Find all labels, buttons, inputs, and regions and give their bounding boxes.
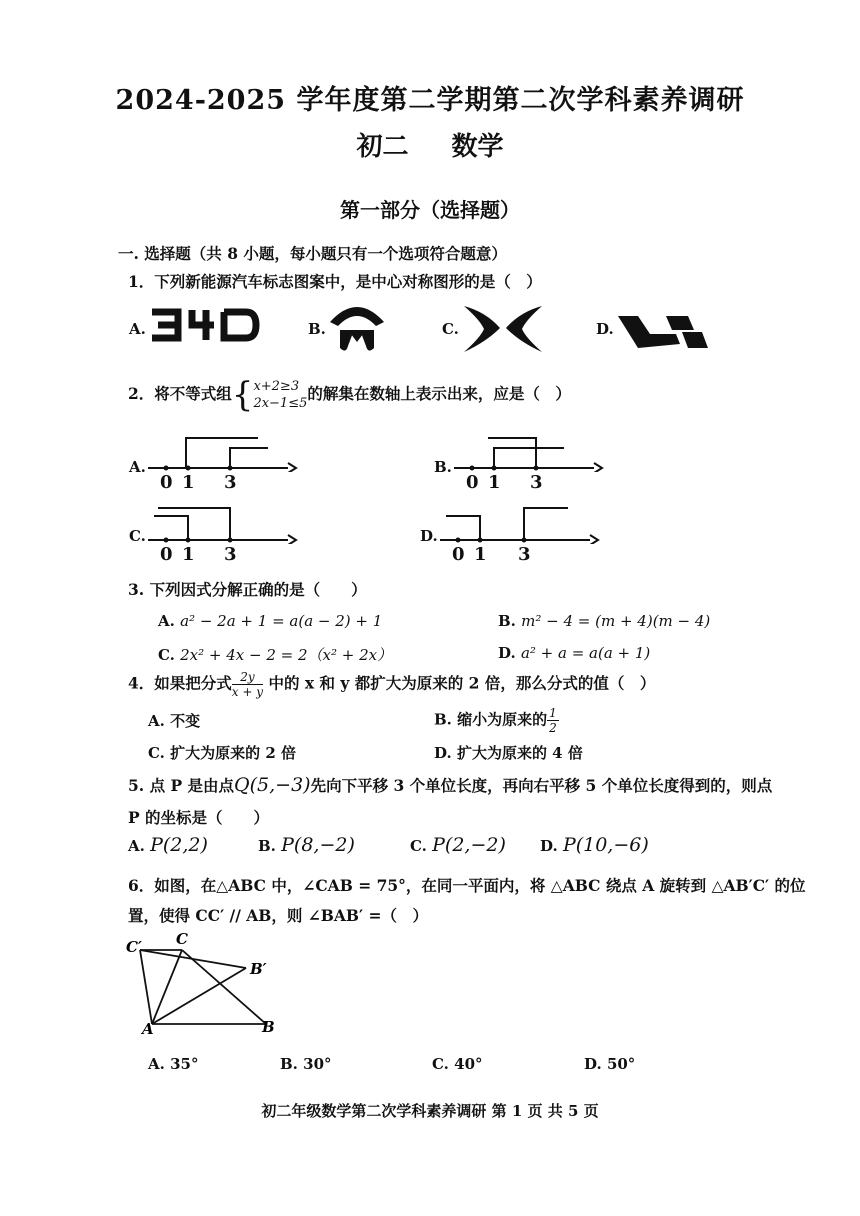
inequality-system [253, 378, 307, 412]
q2b-tick-1: 1 [488, 472, 501, 493]
question-5-line-1 [128, 774, 772, 796]
q5-option-c-value: P(2,−2) [432, 834, 506, 856]
q2-number-line-d [440, 502, 600, 544]
xpeng-logo-icon [460, 302, 546, 356]
q5-option-d-value: P(10,−6) [562, 834, 649, 856]
q6-option-d-label: D. [584, 1055, 602, 1073]
part-title: 第一部分（选择题） [340, 198, 520, 222]
q4-fraction [232, 670, 263, 699]
q6-option-b[interactable] [280, 1055, 332, 1073]
q4-frac-num: 2y [232, 670, 263, 685]
grade-label: 初二 [356, 132, 409, 162]
rotation-triangle-figure [124, 928, 284, 1040]
q6-option-d[interactable] [584, 1055, 635, 1073]
inequality-1: x+2≥3 [253, 379, 300, 394]
question-6-line-2: 置，使得 CC′ // AB，则 ∠BAB′ =（ ） [128, 906, 428, 925]
q1-option-c-label[interactable]: C. [442, 320, 459, 338]
q2a-tick-1: 1 [182, 472, 195, 493]
q4-option-a[interactable] [148, 710, 200, 731]
segment-c1b1 [140, 950, 246, 968]
q5-option-d-label: D. [540, 837, 558, 855]
q6-option-a[interactable] [148, 1055, 198, 1073]
q2-option-a-label[interactable]: A. [129, 458, 146, 476]
q3-option-b-label: B. [498, 612, 516, 630]
q6-option-b-label: B. [280, 1055, 298, 1073]
q3-option-c-label: C. [158, 646, 175, 664]
q4-frac-den: x + y [231, 685, 264, 699]
q2-stem-post: 的解集在数轴上表示出来，应是（ ） [307, 384, 571, 403]
q2-number-line-b [454, 430, 604, 472]
q4-option-b-fraction [547, 706, 559, 735]
q4-option-d[interactable] [434, 742, 583, 763]
q1-option-b-label[interactable]: B. [308, 320, 326, 338]
q4-option-b-label: B. [434, 710, 452, 729]
q3-option-d-label: D. [498, 644, 516, 662]
q5-option-b-label: B. [258, 837, 276, 855]
q2a-tick-0: 0 [160, 472, 173, 493]
q2c-tick-3: 3 [224, 544, 237, 565]
label-c-prime: C′ [126, 938, 142, 956]
q4-option-a-label: A. [148, 712, 165, 730]
lixiang-logo-icon [616, 312, 708, 350]
q5-line1-pre: 5. 点 P 是由点 [128, 776, 235, 795]
q2-stem-pre: 2．将不等式组 [128, 384, 232, 403]
question-5-line-2: P 的坐标是（ ） [128, 808, 270, 827]
q4-option-a-text: 不变 [170, 712, 201, 730]
q4-stem-post: 中的 x 和 y 都扩大为原来的 2 倍，那么分式的值（ ） [268, 673, 656, 693]
exam-subtitle [0, 126, 860, 163]
question-3-stem: 3. 下列因式分解正确的是（ ） [128, 580, 367, 599]
question-1-stem: 1．下列新能源汽车标志图案中，是中心对称图形的是（ ） [128, 272, 542, 291]
label-b-prime: B′ [250, 960, 267, 978]
label-b: B [262, 1018, 275, 1036]
q4-option-c-text: 扩大为原来的 2 倍 [170, 744, 297, 762]
question-2-stem [128, 375, 571, 415]
segment-ac1 [140, 950, 152, 1024]
inequality-2: 2x−1≤5 [253, 396, 308, 411]
segment-ab1 [152, 968, 246, 1024]
subject-label: 数学 [451, 132, 504, 162]
exam-title: 2024-2025 学年度第二学期第二次学科素养调研 [115, 85, 745, 116]
q6-option-c-label: C. [432, 1055, 449, 1073]
q1-option-a-label[interactable]: A. [129, 320, 146, 338]
q2d-tick-1: 1 [474, 544, 487, 565]
brace-icon: { [231, 375, 254, 415]
q4b-frac-num: 1 [549, 706, 557, 720]
q2c-tick-1: 1 [182, 544, 195, 565]
q2-number-line-a [148, 430, 298, 472]
question-4-stem [128, 670, 655, 699]
q3-option-b-expr: m² − 4 = (m + 4)(m − 4) [521, 612, 711, 630]
nio-logo-icon [328, 300, 386, 356]
segment-ac [152, 950, 182, 1024]
q5-option-c-label: C. [410, 837, 427, 855]
q5-line1-post: 先向下平移 3 个单位长度，再向右平移 5 个单位长度得到的，则点 [310, 776, 773, 795]
q3-option-a[interactable] [158, 612, 382, 630]
q4-option-c-label: C. [148, 744, 165, 762]
q4b-frac-den: 2 [549, 721, 557, 735]
q5-option-d[interactable] [540, 834, 649, 856]
byd-logo-icon [148, 306, 260, 344]
q5-option-a-value: P(2,2) [150, 834, 208, 856]
q4-stem-pre: 4．如果把分式 [128, 673, 232, 693]
page-footer: 初二年级数学第二次学科素养调研 第 1 页 共 5 页 [261, 1102, 599, 1120]
q6-option-a-label: A. [148, 1055, 165, 1073]
section-title: 一. 选择题（共 8 小题，每小题只有一个选项符合题意） [118, 244, 507, 263]
q4-option-d-label: D. [434, 744, 452, 762]
q2-option-c-label[interactable]: C. [129, 527, 146, 545]
q2-number-line-c [148, 502, 298, 544]
q5-point-q: Q(5,−3) [234, 774, 311, 796]
q6-option-a-value: 35° [170, 1055, 199, 1073]
q4-option-b-text: 缩小为原来的 [457, 710, 548, 729]
q5-option-c[interactable] [410, 834, 506, 856]
q3-option-d-expr: a² + a = a(a + 1) [520, 644, 651, 662]
q5-option-b-value: P(8,−2) [281, 834, 355, 856]
q3-option-d[interactable] [498, 644, 650, 662]
q5-option-a[interactable] [128, 834, 208, 856]
q2d-tick-3: 3 [518, 544, 531, 565]
q6-option-c-value: 40° [454, 1055, 483, 1073]
q3-option-a-label: A. [158, 612, 175, 630]
q4-option-d-text: 扩大为原来的 4 倍 [456, 744, 583, 762]
q4-option-c[interactable] [148, 742, 296, 763]
q2b-tick-0: 0 [466, 472, 479, 493]
q5-option-b[interactable] [258, 834, 355, 856]
q1-option-d-label[interactable]: D. [596, 320, 614, 338]
q6-option-d-value: 50° [606, 1055, 636, 1073]
q3-option-c-expr: 2x² + 4x − 2 = 2（x² + 2x） [180, 646, 393, 664]
label-a: A [142, 1020, 154, 1038]
q2c-tick-0: 0 [160, 544, 173, 565]
q2d-tick-0: 0 [452, 544, 465, 565]
q2a-tick-3: 3 [224, 472, 237, 493]
question-6-line-1: 6．如图，在△ABC 中，∠CAB = 75°，在同一平面内，将 △ABC 绕点 A 旋转到 △AB′C′ 的位 [128, 876, 806, 895]
q2b-tick-3: 3 [530, 472, 543, 493]
label-c: C [176, 930, 188, 948]
q2-option-b-label[interactable]: B. [434, 458, 452, 476]
q6-option-c[interactable] [432, 1055, 483, 1073]
q3-option-c[interactable] [158, 644, 392, 665]
q6-option-b-value: 30° [303, 1055, 332, 1073]
q2-option-d-label[interactable]: D. [420, 527, 438, 545]
q3-option-b[interactable] [498, 612, 710, 630]
q4-option-b[interactable] [434, 706, 559, 735]
q3-option-a-expr: a² − 2a + 1 = a(a − 2) + 1 [180, 612, 383, 630]
q5-option-a-label: A. [128, 837, 145, 855]
